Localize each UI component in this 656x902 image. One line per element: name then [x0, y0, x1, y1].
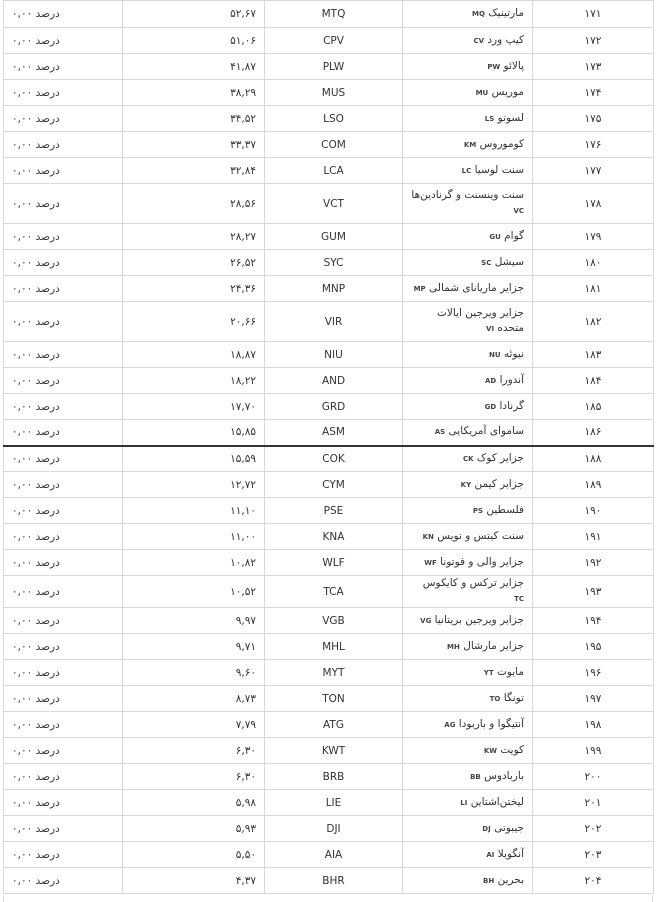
table-row — [4, 608, 654, 634]
iso2-code: SC — [481, 258, 492, 267]
iso2-code: LS — [484, 114, 495, 123]
country-name: جزایر ترکس و کایکوس — [422, 577, 524, 589]
table-continuation — [3, 896, 653, 902]
percent-cell: ۰,۰۰ درصد — [4, 158, 123, 184]
table-row — [4, 764, 654, 790]
table-row — [4, 368, 654, 394]
table-row — [4, 816, 654, 842]
iso3-code-cell: VIR — [265, 302, 403, 342]
iso2-code: AG — [444, 720, 456, 729]
percent-cell: ۰,۰۰ درصد — [4, 54, 123, 80]
percent-cell: ۰,۰۰ درصد — [4, 524, 123, 550]
iso2-code: GU — [489, 232, 501, 241]
table-row — [4, 420, 654, 446]
iso3-code-cell: ASM — [265, 420, 403, 446]
country-name: مایوت — [496, 665, 524, 678]
iso3-code-cell: TCA — [265, 576, 403, 608]
iso2-code: PS — [472, 506, 484, 515]
table-row — [4, 276, 654, 302]
rank-cell: ۱۹۹ — [533, 738, 654, 764]
rank-cell: ۱۹۱ — [533, 524, 654, 550]
value-cell: ۹,۶۰ — [123, 660, 265, 686]
country-name: جزایر مارشال — [463, 639, 524, 652]
rank-cell: ۱۷۷ — [533, 158, 654, 184]
table-row — [4, 868, 654, 894]
iso3-code-cell: ATG — [265, 712, 403, 738]
iso2-code: AD — [485, 376, 497, 385]
country-name-cell — [403, 1, 533, 28]
table-row — [4, 224, 654, 250]
value-cell: ۳۲,۸۴ — [123, 158, 265, 184]
iso2-code: KM — [463, 140, 477, 149]
country-name-cell — [403, 446, 533, 472]
value-cell: ۳۸,۲۹ — [123, 80, 265, 106]
country-table — [3, 0, 654, 894]
rank-cell: ۲۰۰ — [533, 764, 654, 790]
country-name-cell — [403, 686, 533, 712]
iso2-code: WF — [424, 558, 437, 567]
value-cell: ۳۳,۳۷ — [123, 132, 265, 158]
value-cell: ۱۵,۸۵ — [123, 420, 265, 446]
value-cell: ۵,۹۸ — [123, 790, 265, 816]
iso3-code-cell: VCT — [265, 184, 403, 224]
iso2-code: NU — [489, 350, 501, 359]
country-name-cell — [403, 634, 533, 660]
percent-cell: ۰,۰۰ درصد — [4, 342, 123, 368]
country-name-cell — [403, 224, 533, 250]
table-row — [4, 158, 654, 184]
rank-cell: ۱۷۵ — [533, 106, 654, 132]
rank-cell: ۱۸۳ — [533, 342, 654, 368]
value-cell: ۵۱,۰۶ — [123, 28, 265, 54]
value-cell: ۱۱,۱۰ — [123, 498, 265, 524]
table-row — [4, 80, 654, 106]
table-row — [4, 132, 654, 158]
country-name: کوموروس — [479, 137, 524, 150]
iso2-code: MU — [475, 88, 489, 97]
value-cell: ۱۰,۵۲ — [123, 576, 265, 608]
value-cell: ۱۷,۷۰ — [123, 394, 265, 420]
iso2-code: AI — [486, 850, 495, 859]
rank-cell: ۲۰۴ — [533, 868, 654, 894]
rank-cell: ۱۸۲ — [533, 302, 654, 342]
rank-cell: ۱۸۰ — [533, 250, 654, 276]
rank-cell: ۲۰۳ — [533, 842, 654, 868]
table-row — [4, 842, 654, 868]
value-cell: ۹,۹۷ — [123, 608, 265, 634]
country-name: نیوئه — [503, 347, 524, 360]
rank-cell: ۱۹۷ — [533, 686, 654, 712]
rank-cell: ۱۷۱ — [533, 1, 654, 28]
iso3-code-cell: LIE — [265, 790, 403, 816]
value-cell: ۱۸,۸۷ — [123, 342, 265, 368]
value-cell: ۶,۳۰ — [123, 738, 265, 764]
value-cell: ۱۱,۰۰ — [123, 524, 265, 550]
percent-cell: ۰,۰۰ درصد — [4, 394, 123, 420]
table-row — [4, 634, 654, 660]
iso2-code: VI — [486, 325, 495, 333]
percent-cell: ۰,۰۰ درصد — [4, 608, 123, 634]
value-cell: ۴۱,۸۷ — [123, 54, 265, 80]
iso2-code: DJ — [482, 824, 491, 833]
table-row — [4, 1, 654, 28]
country-name-cell — [403, 790, 533, 816]
rank-cell: ۱۹۴ — [533, 608, 654, 634]
value-cell: ۸,۷۳ — [123, 686, 265, 712]
country-name-cell — [403, 576, 533, 608]
percent-cell: ۰,۰۰ درصد — [4, 634, 123, 660]
value-cell: ۵,۹۳ — [123, 816, 265, 842]
table-row — [4, 550, 654, 576]
iso2-code: VC — [513, 207, 524, 215]
percent-cell: ۰,۰۰ درصد — [4, 842, 123, 868]
country-name-cell — [403, 738, 533, 764]
country-name-cell — [403, 54, 533, 80]
country-name: سنت لوسیا — [474, 163, 524, 176]
country-name: آندورا — [499, 373, 524, 386]
country-name: جزایر کوک — [476, 451, 524, 464]
country-name: جزایر والی و فوتونا — [440, 555, 524, 568]
value-cell: ۲۰,۶۶ — [123, 302, 265, 342]
percent-cell: ۰,۰۰ درصد — [4, 184, 123, 224]
table-row — [4, 184, 654, 224]
iso3-code-cell: NIU — [265, 342, 403, 368]
iso3-code-cell: KWT — [265, 738, 403, 764]
iso2-code: AS — [434, 428, 446, 437]
rank-cell: ۱۹۶ — [533, 660, 654, 686]
percent-cell: ۰,۰۰ درصد — [4, 868, 123, 894]
rank-cell: ۱۹۲ — [533, 550, 654, 576]
country-name-cell — [403, 550, 533, 576]
iso3-code-cell: CYM — [265, 472, 403, 498]
percent-cell: ۰,۰۰ درصد — [4, 250, 123, 276]
country-name-cell — [403, 868, 533, 894]
value-cell: ۹,۷۱ — [123, 634, 265, 660]
table-body — [4, 1, 654, 894]
iso3-code-cell: BHR — [265, 868, 403, 894]
country-name: کیپ ورد — [487, 33, 524, 46]
iso2-code: TO — [489, 694, 501, 703]
table-row — [4, 712, 654, 738]
percent-cell: ۰,۰۰ درصد — [4, 576, 123, 608]
iso2-code: VG — [420, 616, 432, 625]
country-name: جزایر ویرجین ایالات متحده — [437, 307, 524, 334]
country-name: آنگویلا — [497, 847, 524, 860]
country-name: گوام — [504, 229, 524, 242]
iso2-code: BH — [483, 876, 495, 885]
country-name: جیبوتی — [494, 821, 524, 834]
rank-cell: ۱۸۹ — [533, 472, 654, 498]
percent-cell: ۰,۰۰ درصد — [4, 28, 123, 54]
country-name: جزایر ویرجین بریتانیا — [434, 613, 524, 626]
country-name-cell — [403, 660, 533, 686]
table-row — [4, 738, 654, 764]
iso3-code-cell: SYC — [265, 250, 403, 276]
table-row — [4, 342, 654, 368]
country-name-cell — [403, 712, 533, 738]
iso3-code-cell: VGB — [265, 608, 403, 634]
iso2-code: GD — [484, 402, 497, 411]
country-name-cell — [403, 764, 533, 790]
rank-cell: ۱۸۵ — [533, 394, 654, 420]
iso2-code: PW — [487, 62, 501, 71]
value-cell: ۱۰,۸۲ — [123, 550, 265, 576]
table-row — [4, 250, 654, 276]
iso2-code: MH — [447, 642, 460, 651]
rank-cell: ۱۸۸ — [533, 446, 654, 472]
iso3-code-cell: PSE — [265, 498, 403, 524]
percent-cell: ۰,۰۰ درصد — [4, 368, 123, 394]
value-cell: ۱۵,۵۹ — [123, 446, 265, 472]
country-name-cell — [403, 132, 533, 158]
country-name: فلسطین — [486, 503, 524, 516]
rank-cell: ۱۸۶ — [533, 420, 654, 446]
percent-cell: ۰,۰۰ درصد — [4, 686, 123, 712]
country-name-cell — [403, 816, 533, 842]
iso2-code: LC — [461, 166, 472, 175]
table-row — [4, 790, 654, 816]
table-row — [4, 446, 654, 472]
percent-cell: ۰,۰۰ درصد — [4, 224, 123, 250]
country-name-cell — [403, 420, 533, 446]
iso2-code: MP — [413, 284, 426, 293]
table-row — [4, 394, 654, 420]
country-name: جزایر کیمن — [474, 477, 524, 490]
iso2-code: BB — [470, 772, 481, 781]
rank-cell: ۱۷۸ — [533, 184, 654, 224]
table-row — [4, 498, 654, 524]
iso3-code-cell: LSO — [265, 106, 403, 132]
country-name-cell — [403, 80, 533, 106]
value-cell: ۲۸,۲۷ — [123, 224, 265, 250]
table-row — [4, 686, 654, 712]
percent-cell: ۰,۰۰ درصد — [4, 738, 123, 764]
percent-cell: ۰,۰۰ درصد — [4, 276, 123, 302]
rank-cell: ۱۸۱ — [533, 276, 654, 302]
table-row — [4, 576, 654, 608]
country-name: ساموای آمریکایی — [448, 425, 524, 438]
country-name: مارتینیک — [488, 7, 524, 19]
country-name-cell — [403, 342, 533, 368]
country-name-cell — [403, 842, 533, 868]
country-name: پالائو — [503, 59, 524, 72]
table-row — [4, 54, 654, 80]
iso3-code-cell: MYT — [265, 660, 403, 686]
country-name: موریس — [491, 85, 524, 98]
iso3-code-cell: AND — [265, 368, 403, 394]
country-name: تونگا — [503, 691, 524, 704]
iso2-code: CK — [463, 454, 474, 463]
rank-cell: ۱۹۵ — [533, 634, 654, 660]
iso3-code-cell: KNA — [265, 524, 403, 550]
percent-cell: ۰,۰۰ درصد — [4, 816, 123, 842]
percent-cell: ۰,۰۰ درصد — [4, 764, 123, 790]
value-cell: ۱۸,۲۲ — [123, 368, 265, 394]
value-cell: ۴,۳۷ — [123, 868, 265, 894]
iso3-code-cell: PLW — [265, 54, 403, 80]
percent-cell: ۰,۰۰ درصد — [4, 132, 123, 158]
country-name-cell — [403, 524, 533, 550]
iso2-code: TC — [514, 595, 524, 603]
value-cell: ۲۴,۳۶ — [123, 276, 265, 302]
rank-cell: ۱۷۲ — [533, 28, 654, 54]
country-name: گرنادا — [499, 399, 524, 412]
iso3-code-cell: GUM — [265, 224, 403, 250]
country-name: سنت کیتس و نویس — [437, 529, 524, 542]
iso3-code-cell: WLF — [265, 550, 403, 576]
rank-cell: ۱۸۴ — [533, 368, 654, 394]
country-name-cell — [403, 28, 533, 54]
rank-cell: ۱۷۶ — [533, 132, 654, 158]
iso2-code: CV — [473, 36, 485, 45]
country-name-cell — [403, 158, 533, 184]
value-cell: ۵,۵۰ — [123, 842, 265, 868]
country-name-cell — [403, 608, 533, 634]
percent-cell: ۰,۰۰ درصد — [4, 1, 123, 28]
rank-cell: ۱۹۰ — [533, 498, 654, 524]
table-row — [4, 660, 654, 686]
iso3-code-cell: MNP — [265, 276, 403, 302]
table-row — [4, 302, 654, 342]
country-name: بحرین — [497, 873, 524, 886]
country-name-cell — [403, 368, 533, 394]
iso2-code: LI — [460, 798, 468, 807]
country-name-cell — [403, 250, 533, 276]
percent-cell: ۰,۰۰ درصد — [4, 80, 123, 106]
percent-cell: ۰,۰۰ درصد — [4, 472, 123, 498]
value-cell: ۱۲,۷۲ — [123, 472, 265, 498]
value-cell: ۳۴,۵۲ — [123, 106, 265, 132]
rank-cell: ۱۷۳ — [533, 54, 654, 80]
value-cell: ۷,۷۹ — [123, 712, 265, 738]
country-name: آنتیگوا و باربودا — [458, 717, 524, 730]
iso2-code: MQ — [472, 10, 485, 18]
iso3-code-cell: GRD — [265, 394, 403, 420]
country-name: کویت — [500, 743, 524, 756]
value-cell: ۵۲,۶۷ — [123, 1, 265, 28]
country-name: لیختن‌اشتاین — [470, 795, 524, 808]
value-cell: ۶,۳۰ — [123, 764, 265, 790]
country-name-cell — [403, 472, 533, 498]
iso2-code: YT — [483, 668, 494, 677]
country-name-cell — [403, 394, 533, 420]
percent-cell: ۰,۰۰ درصد — [4, 550, 123, 576]
percent-cell: ۰,۰۰ درصد — [4, 106, 123, 132]
rank-cell: ۱۹۸ — [533, 712, 654, 738]
percent-cell: ۰,۰۰ درصد — [4, 420, 123, 446]
percent-cell: ۰,۰۰ درصد — [4, 446, 123, 472]
percent-cell: ۰,۰۰ درصد — [4, 660, 123, 686]
percent-cell: ۰,۰۰ درصد — [4, 498, 123, 524]
iso3-code-cell: LCA — [265, 158, 403, 184]
country-name-cell — [403, 106, 533, 132]
iso3-code-cell: COK — [265, 446, 403, 472]
country-name: لسوتو — [497, 111, 524, 124]
country-name-cell — [403, 276, 533, 302]
percent-cell: ۰,۰۰ درصد — [4, 790, 123, 816]
iso3-code-cell: MHL — [265, 634, 403, 660]
table-row — [4, 524, 654, 550]
country-name: سیشل — [494, 255, 524, 268]
country-name: باربادوس — [484, 769, 524, 782]
table-row — [4, 28, 654, 54]
rank-cell: ۱۷۹ — [533, 224, 654, 250]
value-cell: ۲۸,۵۶ — [123, 184, 265, 224]
country-name-cell — [403, 184, 533, 224]
iso3-code-cell: TON — [265, 686, 403, 712]
iso2-code: KN — [422, 532, 434, 541]
iso3-code-cell: MUS — [265, 80, 403, 106]
country-name-cell — [403, 498, 533, 524]
percent-cell: ۰,۰۰ درصد — [4, 302, 123, 342]
value-cell: ۲۶,۵۲ — [123, 250, 265, 276]
rank-cell: ۱۹۳ — [533, 576, 654, 608]
iso3-code-cell: AIA — [265, 842, 403, 868]
table-row — [4, 106, 654, 132]
iso3-code-cell: BRB — [265, 764, 403, 790]
iso2-code: KW — [483, 746, 497, 755]
iso3-code-cell: COM — [265, 132, 403, 158]
country-name: جزایر ماریانای شمالی — [429, 281, 524, 294]
rank-cell: ۲۰۲ — [533, 816, 654, 842]
percent-cell: ۰,۰۰ درصد — [4, 712, 123, 738]
rank-cell: ۲۰۱ — [533, 790, 654, 816]
iso3-code-cell: MTQ — [265, 1, 403, 28]
iso3-code-cell: DJI — [265, 816, 403, 842]
iso2-code: KY — [460, 480, 472, 489]
rank-cell: ۱۷۴ — [533, 80, 654, 106]
iso3-code-cell: CPV — [265, 28, 403, 54]
country-name-cell — [403, 302, 533, 342]
table-row — [4, 472, 654, 498]
country-name: سنت وینسنت و گرنادین‌ها — [411, 189, 524, 201]
